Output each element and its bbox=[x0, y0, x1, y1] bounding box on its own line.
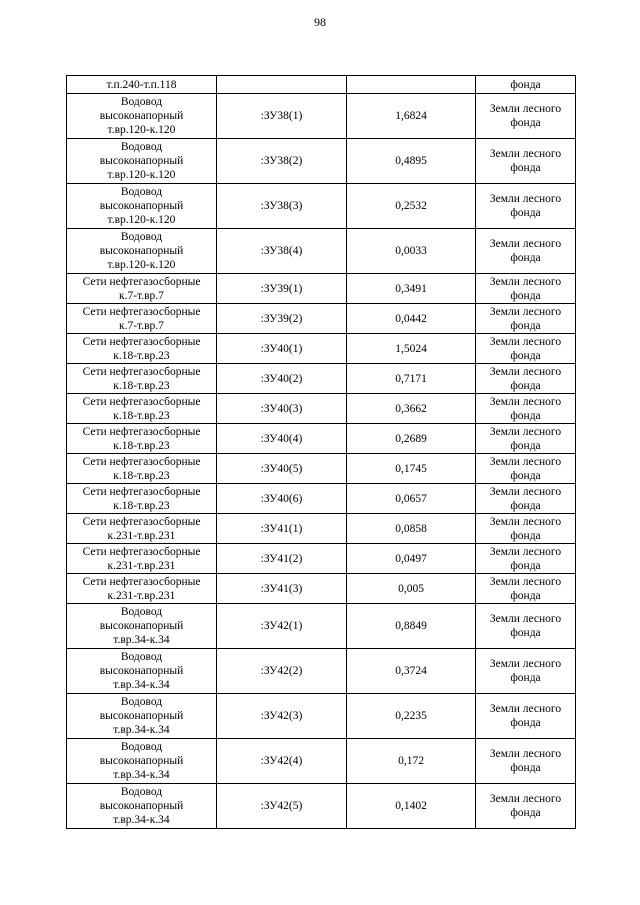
plot-code-cell: :ЗУ39(1) bbox=[217, 274, 347, 304]
plot-code-cell: :ЗУ40(4) bbox=[217, 424, 347, 454]
land-category-cell: Земли лесного фонда bbox=[476, 334, 576, 364]
land-category-cell: Земли лесного фонда bbox=[476, 484, 576, 514]
table-row bbox=[67, 604, 576, 649]
land-category-cell: Земли лесного фонда bbox=[476, 574, 576, 604]
object-name-cell: Водовод высоконапорный т.вр.34-к.34 bbox=[67, 784, 217, 829]
land-category-cell: фонда bbox=[476, 76, 576, 94]
area-cell: 0,0657 bbox=[347, 484, 476, 514]
land-category-cell: Земли лесного фонда bbox=[476, 784, 576, 829]
table-row bbox=[67, 514, 576, 544]
land-category-cell: Земли лесного фонда bbox=[476, 394, 576, 424]
page-number: 98 bbox=[314, 15, 326, 29]
object-name-cell: Сети нефтегазосборные к.18-т.вр.23 bbox=[67, 454, 217, 484]
table-row bbox=[67, 394, 576, 424]
object-name-cell: Водовод высоконапорный т.вр.34-к.34 bbox=[67, 694, 217, 739]
land-category-cell: Земли лесного фонда bbox=[476, 184, 576, 229]
land-category-cell: Земли лесного фонда bbox=[476, 514, 576, 544]
area-cell: 1,6824 bbox=[347, 94, 476, 139]
area-cell: 0,3491 bbox=[347, 274, 476, 304]
plot-code-cell: :ЗУ42(3) bbox=[217, 694, 347, 739]
plot-code-cell: :ЗУ42(2) bbox=[217, 649, 347, 694]
plot-code-cell: :ЗУ42(4) bbox=[217, 739, 347, 784]
land-category-cell: Земли лесного фонда bbox=[476, 229, 576, 274]
object-name-cell: Сети нефтегазосборные к.18-т.вр.23 bbox=[67, 394, 217, 424]
table-row bbox=[67, 649, 576, 694]
land-category-cell: Земли лесного фонда bbox=[476, 304, 576, 334]
plot-code-cell: :ЗУ42(5) bbox=[217, 784, 347, 829]
land-category-cell: Земли лесного фонда bbox=[476, 739, 576, 784]
land-category-cell: Земли лесного фонда bbox=[476, 694, 576, 739]
plot-code-cell: :ЗУ40(6) bbox=[217, 484, 347, 514]
plot-code-cell: :ЗУ40(2) bbox=[217, 364, 347, 394]
object-name-cell: Водовод высоконапорный т.вр.120-к.120 bbox=[67, 184, 217, 229]
area-cell: 0,0442 bbox=[347, 304, 476, 334]
table-row bbox=[67, 544, 576, 574]
plot-code-cell: :ЗУ42(1) bbox=[217, 604, 347, 649]
table-row bbox=[67, 574, 576, 604]
table-row bbox=[67, 784, 576, 829]
table-row bbox=[67, 454, 576, 484]
table-row bbox=[67, 424, 576, 454]
object-name-cell: Водовод высоконапорный т.вр.120-к.120 bbox=[67, 229, 217, 274]
object-name-cell: Сети нефтегазосборные к.18-т.вр.23 bbox=[67, 364, 217, 394]
object-name-cell: Водовод высоконапорный т.вр.34-к.34 bbox=[67, 604, 217, 649]
plot-code-cell: :ЗУ38(3) bbox=[217, 184, 347, 229]
plot-code-cell: :ЗУ41(2) bbox=[217, 544, 347, 574]
plot-code-cell: :ЗУ41(1) bbox=[217, 514, 347, 544]
object-name-cell: Сети нефтегазосборные к.18-т.вр.23 bbox=[67, 484, 217, 514]
land-category-cell: Земли лесного фонда bbox=[476, 649, 576, 694]
object-name-cell: Сети нефтегазосборные к.7-т.вр.7 bbox=[67, 304, 217, 334]
object-name-cell: т.п.240-т.п.118 bbox=[67, 76, 217, 94]
table-row bbox=[67, 274, 576, 304]
object-name-cell: Водовод высоконапорный т.вр.120-к.120 bbox=[67, 139, 217, 184]
plot-code-cell: :ЗУ40(1) bbox=[217, 334, 347, 364]
area-cell: 0,0033 bbox=[347, 229, 476, 274]
land-category-cell: Земли лесного фонда bbox=[476, 139, 576, 184]
table-row bbox=[67, 334, 576, 364]
table-row bbox=[67, 304, 576, 334]
table-row bbox=[67, 184, 576, 229]
area-cell: 0,172 bbox=[347, 739, 476, 784]
object-name-cell: Сети нефтегазосборные к.7-т.вр.7 bbox=[67, 274, 217, 304]
plot-code-cell: :ЗУ40(3) bbox=[217, 394, 347, 424]
area-cell: 0,1745 bbox=[347, 454, 476, 484]
plot-code-cell: :ЗУ40(5) bbox=[217, 454, 347, 484]
object-name-cell: Сети нефтегазосборные к.18-т.вр.23 bbox=[67, 424, 217, 454]
plot-code-cell: :ЗУ41(3) bbox=[217, 574, 347, 604]
plot-code-cell: :ЗУ39(2) bbox=[217, 304, 347, 334]
land-category-cell: Земли лесного фонда bbox=[476, 364, 576, 394]
area-cell: 0,8849 bbox=[347, 604, 476, 649]
plot-code-cell: :ЗУ38(4) bbox=[217, 229, 347, 274]
land-category-cell: Земли лесного фонда bbox=[476, 94, 576, 139]
area-cell: 0,7171 bbox=[347, 364, 476, 394]
table-row bbox=[67, 76, 576, 94]
object-name-cell: Сети нефтегазосборные к.18-т.вр.23 bbox=[67, 334, 217, 364]
object-name-cell: Водовод высоконапорный т.вр.34-к.34 bbox=[67, 649, 217, 694]
area-cell: 0,3662 bbox=[347, 394, 476, 424]
area-cell: 0,2689 bbox=[347, 424, 476, 454]
land-category-cell: Земли лесного фонда bbox=[476, 604, 576, 649]
table-row bbox=[67, 694, 576, 739]
land-category-cell: Земли лесного фонда bbox=[476, 274, 576, 304]
table-row bbox=[67, 364, 576, 394]
table-row bbox=[67, 94, 576, 139]
table-row bbox=[67, 229, 576, 274]
table-row bbox=[67, 139, 576, 184]
table-row bbox=[67, 484, 576, 514]
object-name-cell: Водовод высоконапорный т.вр.34-к.34 bbox=[67, 739, 217, 784]
table-row bbox=[67, 739, 576, 784]
object-name-cell: Водовод высоконапорный т.вр.120-к.120 bbox=[67, 94, 217, 139]
area-cell: 0,2532 bbox=[347, 184, 476, 229]
object-name-cell: Сети нефтегазосборные к.231-т.вр.231 bbox=[67, 574, 217, 604]
area-cell: 0,0858 bbox=[347, 514, 476, 544]
plot-code-cell bbox=[217, 76, 347, 94]
area-cell: 0,3724 bbox=[347, 649, 476, 694]
area-cell: 0,4895 bbox=[347, 139, 476, 184]
object-name-cell: Сети нефтегазосборные к.231-т.вр.231 bbox=[67, 514, 217, 544]
land-category-cell: Земли лесного фонда bbox=[476, 544, 576, 574]
area-cell: 1,5024 bbox=[347, 334, 476, 364]
land-category-cell: Земли лесного фонда bbox=[476, 424, 576, 454]
plot-code-cell: :ЗУ38(1) bbox=[217, 94, 347, 139]
area-cell: 0,005 bbox=[347, 574, 476, 604]
land-category-cell: Земли лесного фонда bbox=[476, 454, 576, 484]
area-cell: 0,2235 bbox=[347, 694, 476, 739]
area-cell bbox=[347, 76, 476, 94]
plot-code-cell: :ЗУ38(2) bbox=[217, 139, 347, 184]
land-plots-table bbox=[66, 75, 576, 829]
area-cell: 0,0497 bbox=[347, 544, 476, 574]
area-cell: 0,1402 bbox=[347, 784, 476, 829]
object-name-cell: Сети нефтегазосборные к.231-т.вр.231 bbox=[67, 544, 217, 574]
